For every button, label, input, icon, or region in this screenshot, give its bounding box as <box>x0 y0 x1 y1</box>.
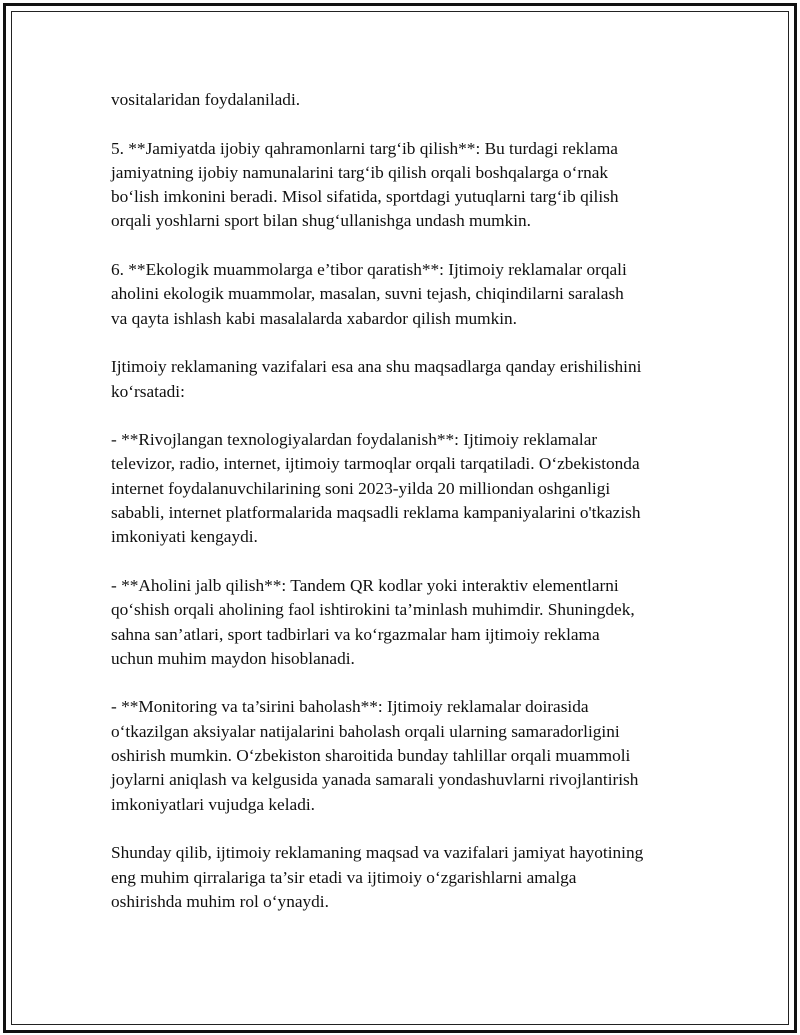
paragraph-engagement: - **Aholini jalb qilish**: Tandem QR kodlar yoki interaktiv elementlarni qo‘shish orqali aholining faol ishtirokini ta’minlash muhimdir. Shuningdek, sahna san’atlari, sport tadbirlari va ko‘rgazmalar ham ijtimoiy reklama uchun muhim maydon hisoblanadi. <box>111 575 635 668</box>
paragraph-continuation: vositalaridan foydalaniladi. <box>111 90 301 109</box>
paragraph-conclusion: Shunday qilib, ijtimoiy reklamaning maqsad va vazifalari jamiyat hayotining eng muhim qirralariga ta’sir etadi va ijtimoiy o‘zgarishlarni amalga oshirishda muhim rol o‘ynaydi. <box>111 843 644 911</box>
document-body <box>111 88 701 938</box>
paragraph-positive-heroes: 5. **Jamiyatda ijobiy qahramonlarni targ‘ib qilish**: Bu turdagi reklama jamiyatning ijobiy namunalarini targ‘ib qilish orqali boshqalarga o‘rnak bo‘lish imkonini beradi. Misol sifatida, sportdagi yutuqlarni targ‘ib qilish orqali yoshlarni sport bilan shug‘ullanishga undash mumkin. <box>111 138 619 231</box>
paragraph-tasks-intro: Ijtimoiy reklamaning vazifalari esa ana shu maqsadlarga qanday erishilishini ko‘rsatadi: <box>111 357 642 401</box>
paragraph-monitoring: - **Monitoring va ta’sirini baholash**: Ijtimoiy reklamalar doirasida o‘tkazilgan aksiyalar natijalarini baholash orqali ularning samaradorligini oshirish mumkin. O‘zbekiston sharoitida bunday tahlillar orqali muammoli joylarni aniqlash va kelgusida yanada samarali yondashuvlarni rivojlantirish imkoniyatlari vujudga keladi. <box>111 697 639 814</box>
paragraph-technology: - **Rivojlangan texnologiyalardan foydalanish**: Ijtimoiy reklamalar televizor, radio, internet, ijtimoiy tarmoqlar orqali tarqatiladi. O‘zbekistonda internet foydalanuvchilarining soni 2023-yilda 20 milliondan oshganligi sababli, internet platformalarida maqsadli reklama kampaniyalarini o'tkazish imkoniyati kengaydi. <box>111 430 641 547</box>
paragraph-ecological-problems: 6. **Ekologik muammolarga e’tibor qaratish**: Ijtimoiy reklamalar orqali aholini ekologik muammolar, masalan, suvni tejash, chiqindilarni saralash va qayta ishlash kabi masalalarda xabardor qilish mumkin. <box>111 260 627 328</box>
